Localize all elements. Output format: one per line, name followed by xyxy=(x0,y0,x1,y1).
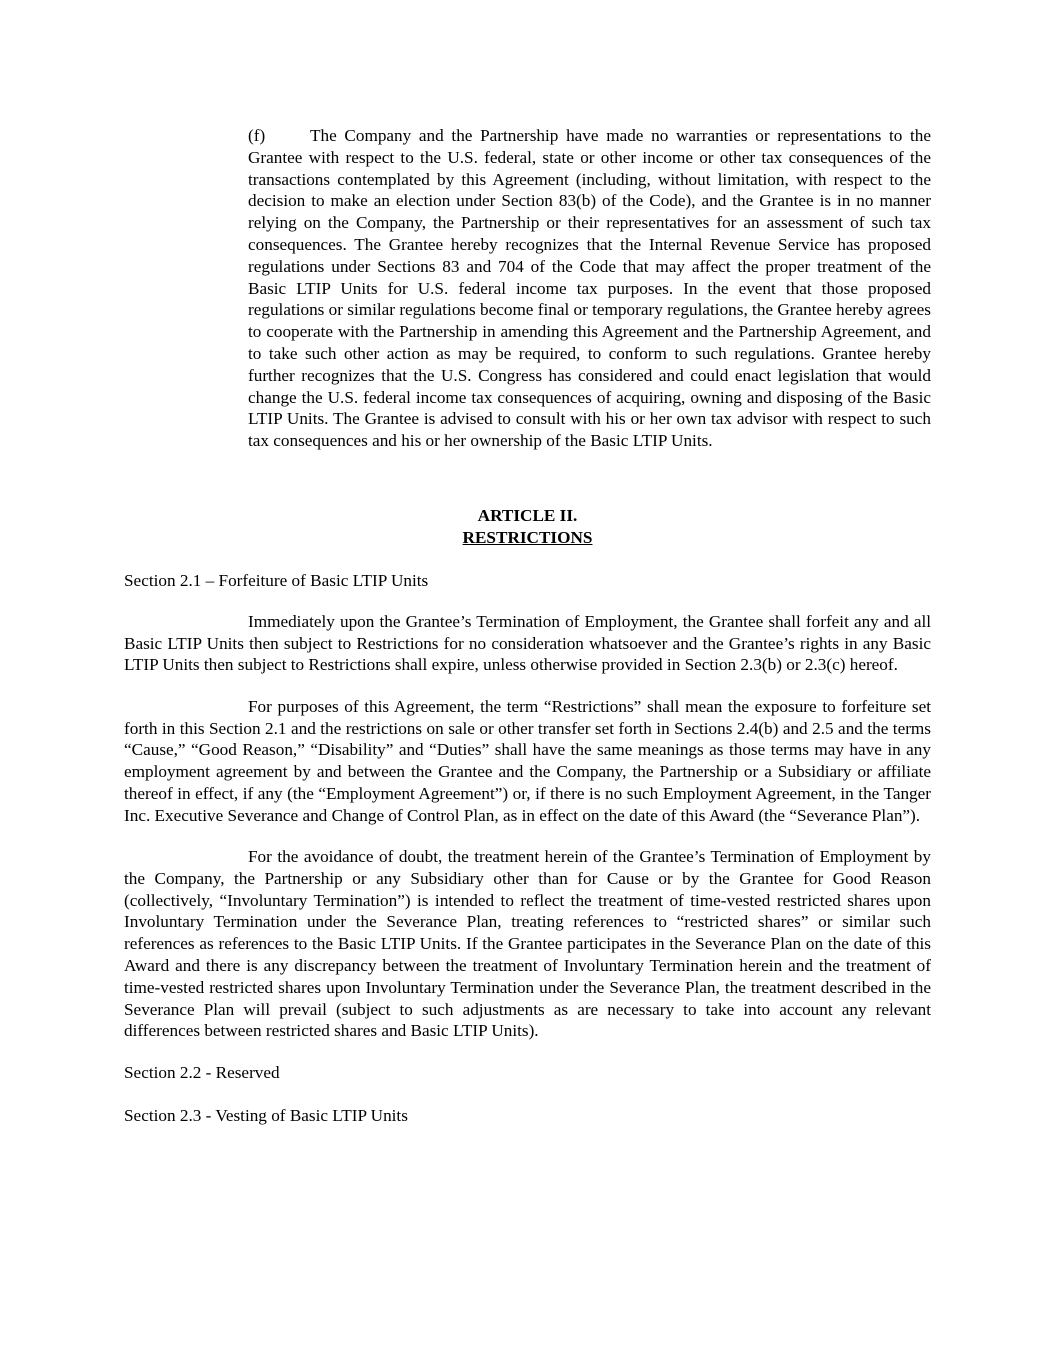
paragraph-f-label: (f) xyxy=(248,126,266,145)
section-2-1-paragraph-3: For the avoidance of doubt, the treatment herein of the Grantee’s Termination of Employment by the Company, the Partnership or any Subsidiary other than for Cause or by the Grantee for Good Reason (collectively, “Involuntary Termination”) is intended to reflect the treatment of time-vested restricted shares upon Involuntary Termination under the Severance Plan, treating references to “restricted shares” or similar such references as references to the Basic LTIP Units. If the Grantee participates in the Severance Plan on the date of this Award and there is any discrepancy between the treatment of Involuntary Termination herein and the treatment of time-vested restricted shares upon Involuntary Termination under the Severance Plan, the treatment described in the Severance Plan will prevail (subject to such adjustments as are necessary to take into account any relevant differences between restricted shares and Basic LTIP Units). xyxy=(124,847,931,1041)
paragraph-f xyxy=(124,125,931,452)
section-2-2-heading: Section 2.2 - Reserved xyxy=(124,1062,280,1082)
section-2-1-paragraph-1: Immediately upon the Grantee’s Termination of Employment, the Grantee shall forfeit any and all Basic LTIP Units then subject to Restrictions for no consideration whatsoever and the Grantee’s rights in any Basic LTIP Units then subject to Restrictions shall expire, unless otherwise provided in Section 2.3(b) or 2.3(c) hereof. xyxy=(124,611,931,675)
paragraph-f-text: The Company and the Partnership have made no warranties or representations to the Grantee with respect to the U.S. federal, state or other income or other tax consequences of the transactions contemplated by this Agreement (including, without limitation, with respect to the decision to make an election under Section 83(b) of the Code), and the Grantee is in no manner relying on the Company, the Partnership or their representatives for an assessment of such tax consequences. The Grantee hereby recognizes that the Internal Revenue Service has proposed regulations under Sections 83 and 704 of the Code that may affect the proper treatment of the Basic LTIP Units for U.S. federal income tax purposes. In the event that those proposed regulations or similar regulations become final or temporary regulations, the Grantee hereby agrees to cooperate with the Partnership in amending this Agreement and the Partnership Agreement, and to take such other action as may be required, to conform to such regulations. Grantee hereby further recognizes that the U.S. Congress has considered and could enact legislation that would change the U.S. federal income tax consequences of acquiring, owning and disposing of the Basic LTIP Units. The Grantee is advised to consult with his or her own tax advisor with respect to such tax consequences and his or her ownership of the Basic LTIP Units. xyxy=(248,126,931,451)
section-2-3-heading: Section 2.3 - Vesting of Basic LTIP Units xyxy=(124,1105,408,1125)
section-2-1-heading: Section 2.1 – Forfeiture of Basic LTIP Units xyxy=(124,571,429,591)
section-2-1-paragraph-2: For purposes of this Agreement, the term “Restrictions” shall mean the exposure to forfeiture set forth in this Section 2.1 and the restrictions on sale or other transfer set forth in Sections 2.4(b) and 2.5 and the terms “Cause,” “Good Reason,” “Disability” and “Duties” shall have the same meanings as those terms may have in any employment agreement by and between the Grantee and the Company, the Partnership or a Subsidiary or affiliate thereof in effect, if any (the “Employment Agreement”) or, if there is no such Employment Agreement, in the Tanger Inc. Executive Severance and Change of Control Plan, as in effect on the date of this Award (the “Severance Plan”). xyxy=(124,696,931,825)
article-title-line xyxy=(124,527,931,549)
article-number: ARTICLE II. xyxy=(477,505,578,525)
article-title: RESTRICTIONS xyxy=(462,527,593,547)
document-page xyxy=(124,125,931,1127)
